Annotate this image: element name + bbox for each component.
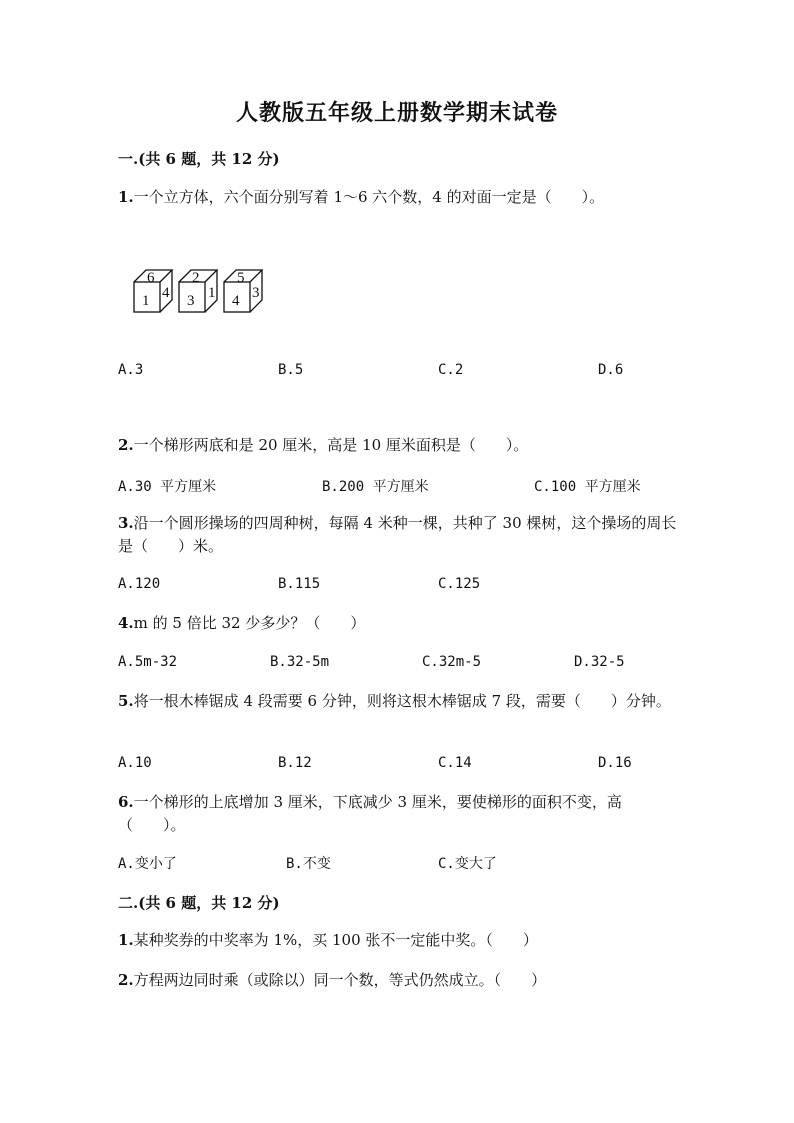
question-4	[118, 612, 678, 635]
question-number: 6.	[118, 793, 134, 811]
question-5	[118, 690, 678, 713]
cube-1-side: 4	[162, 285, 170, 301]
question-text: 一个立方体，六个面分别写着 1～6 六个数，4 的对面一定是（ ）。	[133, 188, 605, 206]
question-number: 2.	[118, 436, 134, 454]
q2-option-a[interactable]: A.30 平方厘米	[118, 479, 217, 495]
question-3	[118, 512, 678, 558]
question-text: 沿一个圆形操场的四周种树，每隔 4 米种一棵，共种了 30 棵树，这个操场的周长是（ ）米。	[118, 514, 677, 555]
question-text: 一个梯形的上底增加 3 厘米，下底减少 3 厘米，要使梯形的面积不变，高（ ）。	[118, 793, 622, 834]
question-number: 5.	[118, 692, 134, 710]
tf-question-1	[118, 929, 678, 952]
question-2	[118, 434, 678, 457]
q6-option-a[interactable]: A.变小了	[118, 856, 177, 872]
q3-option-c[interactable]: C.125	[438, 576, 481, 592]
section-1-heading: 一.(共 6 题，共 12 分)	[118, 150, 280, 168]
cube-2-front: 3	[187, 293, 195, 309]
question-text: m 的 5 倍比 32 少多少？（ ）	[133, 614, 366, 632]
q5-option-b[interactable]: B.12	[278, 755, 312, 771]
q1-option-b[interactable]: B.5	[278, 362, 304, 378]
cube-1-top: 6	[147, 270, 155, 286]
page-title: 人教版五年级上册数学期末试卷	[235, 100, 558, 126]
cube-3-front: 4	[232, 293, 240, 309]
question-text: 将一根木棒锯成 4 段需要 6 分钟，则将这根木棒锯成 7 段，需要（ ）分钟。	[133, 692, 671, 710]
question-number: 1.	[118, 931, 134, 949]
q4-option-b[interactable]: B.32-5m	[270, 654, 330, 670]
q1-option-d[interactable]: D.6	[598, 362, 624, 378]
q5-option-a[interactable]: A.10	[118, 755, 152, 771]
q6-option-c[interactable]: C.变大了	[438, 856, 497, 872]
cube-figures	[133, 268, 268, 318]
q3-option-b[interactable]: B.115	[278, 576, 321, 592]
question-number: 3.	[118, 514, 134, 532]
question-6	[118, 791, 678, 837]
question-text: 某种奖券的中奖率为 1%，买 100 张不一定能中奖。（ ）	[133, 931, 538, 949]
q2-option-b[interactable]: B.200 平方厘米	[322, 479, 429, 495]
q5-option-c[interactable]: C.14	[438, 755, 472, 771]
question-number: 2.	[118, 971, 134, 989]
cube-2-top: 2	[192, 270, 200, 286]
cube-3-side: 3	[252, 285, 260, 301]
question-1	[118, 186, 678, 209]
q3-option-a[interactable]: A.120	[118, 576, 161, 592]
section-2-heading: 二.(共 6 题，共 12 分)	[118, 894, 280, 912]
question-text: 方程两边同时乘（或除以）同一个数，等式仍然成立。（ ）	[133, 971, 547, 989]
question-number: 1.	[118, 188, 134, 206]
q4-option-c[interactable]: C.32m-5	[422, 654, 482, 670]
tf-question-2	[118, 969, 678, 992]
q5-option-d[interactable]: D.16	[598, 755, 632, 771]
q6-option-b[interactable]: B.不变	[286, 856, 331, 872]
cube-1-front: 1	[142, 293, 150, 309]
question-text: 一个梯形两底和是 20 厘米，高是 10 厘米面积是（ ）。	[133, 436, 529, 454]
q1-option-c[interactable]: C.2	[438, 362, 464, 378]
q2-option-c[interactable]: C.100 平方厘米	[534, 479, 641, 495]
q1-option-a[interactable]: A.3	[118, 362, 144, 378]
q4-option-d[interactable]: D.32-5	[574, 654, 625, 670]
q4-option-a[interactable]: A.5m-32	[118, 654, 178, 670]
cube-3-top: 5	[237, 270, 245, 286]
question-number: 4.	[118, 614, 134, 632]
cube-2-side: 1	[208, 285, 216, 301]
